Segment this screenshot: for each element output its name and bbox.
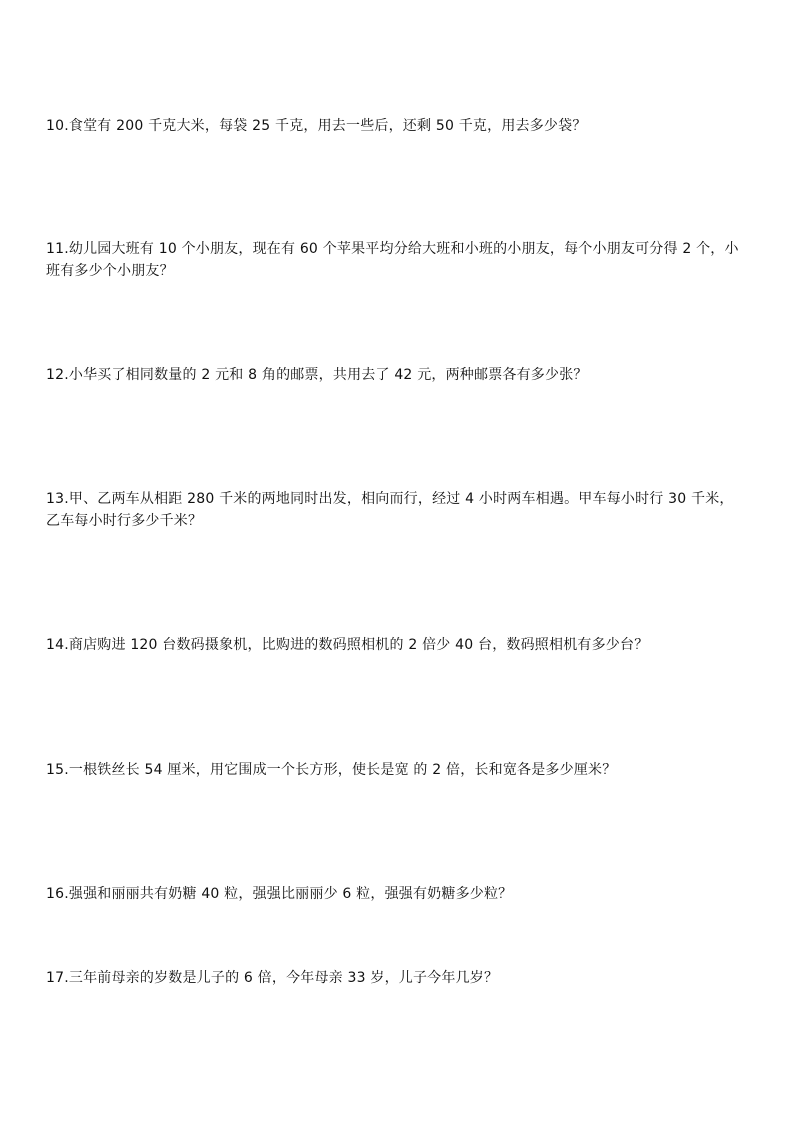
question-11: 11.幼儿园大班有 10 个小朋友，现在有 60 个苹果平均分给大班和小班的小朋友，每个小朋友可分得 2 个，小班有多少个小朋友？	[46, 241, 739, 279]
question-13: 13.甲、乙两车从相距 280 千米的两地同时出发，相向而行，经过 4 小时两车相遇。甲车每小时行 30 千米，乙车每小时行多少千米？	[46, 491, 734, 529]
question-10: 10.食堂有 200 千克大米，每袋 25 千克，用去一些后，还剩 50 千克，用去多少袋？	[46, 118, 587, 134]
question-15: 15.一根铁丝长 54 厘米，用它围成一个长方形，使长是宽 的 2 倍，长和宽各是多少厘米？	[46, 762, 617, 778]
question-14: 14.商店购进 120 台数码摄象机，比购进的数码照相机的 2 倍少 40 台，数码照相机有多少台？	[46, 637, 649, 653]
question-17: 17.三年前母亲的岁数是儿子的 6 倍，今年母亲 33 岁，儿子今年几岁？	[46, 970, 499, 986]
question-12: 12.小华买了相同数量的 2 元和 8 角的邮票，共用去了 42 元，两种邮票各有多少张？	[46, 367, 588, 383]
question-16: 16.强强和丽丽共有奶糖 40 粒，强强比丽丽少 6 粒，强强有奶糖多少粒？	[46, 886, 513, 902]
